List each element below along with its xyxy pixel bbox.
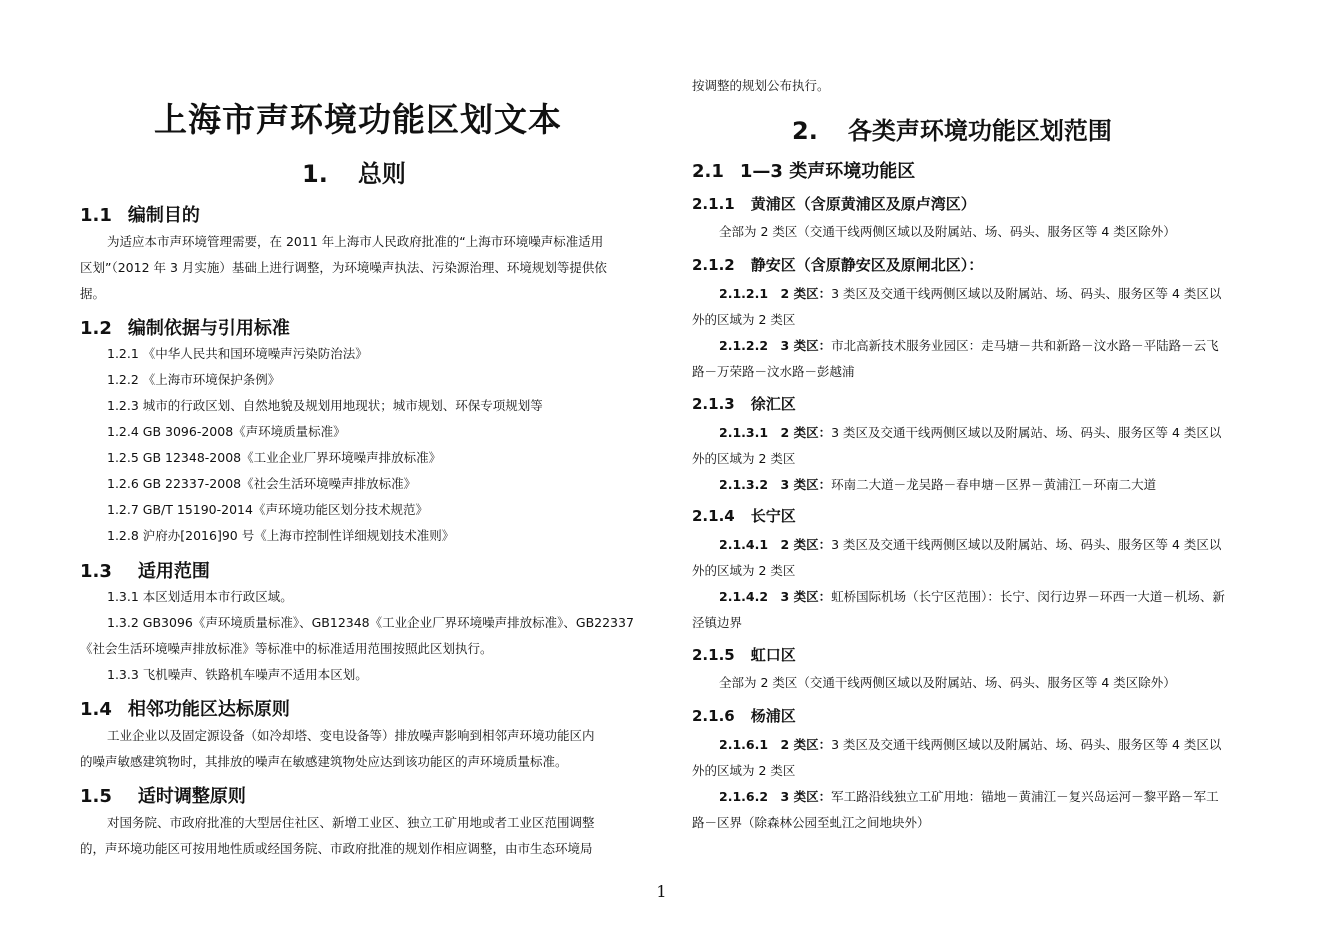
subsection-title: 长宁区	[750, 507, 796, 525]
section-title: 编制依据与引用标准	[127, 318, 290, 339]
section-number: 1.3	[80, 561, 112, 582]
subsection-number: 2.1.1	[692, 195, 735, 213]
chapter-number: 1.	[302, 160, 328, 188]
reference-item: 1.2.6 GB 22337-2008《社会生活环境噪声排放标准》	[107, 476, 417, 491]
zone-line	[719, 784, 1219, 810]
reference-item: 1.2.8 沪府办[2016]90 号《上海市控制性详细规划技术准则》	[107, 528, 455, 543]
paragraph-line: 路－万荣路－汶水路－彭越浦	[692, 364, 855, 379]
continuation-line: 按调整的规划公布执行。	[692, 78, 830, 93]
zone-line	[719, 532, 1221, 558]
chapter-title: 总则	[357, 160, 406, 188]
zone-label: 2.1.6.1 2 类区：	[719, 737, 832, 752]
zone-line	[719, 472, 1156, 498]
district-changning-heading	[692, 505, 796, 526]
chapter-number: 2.	[792, 117, 818, 145]
section-title: 适用范围	[137, 561, 210, 582]
section-title: 1—3 类声环境功能区	[739, 161, 916, 182]
reference-item: 1.2.3 城市的行政区划、自然地貌及规划用地现状；城市规划、环保专项规划等	[107, 398, 543, 413]
zone-line	[719, 584, 1225, 610]
chapter-1-heading	[302, 154, 406, 189]
zone-line	[719, 420, 1221, 446]
district-yangpu-heading	[692, 705, 796, 726]
paragraph-line: 的噪声敏感建筑物时，其排放的噪声在敏感建筑物处应达到该功能区的声环境质量标准。	[80, 754, 568, 769]
chapter-2-heading	[792, 111, 1112, 146]
section-number: 1.2	[80, 318, 112, 339]
paragraph-line: 1.3.1 本区划适用本市行政区域。	[107, 589, 293, 604]
paragraph-line: 全部为 2 类区（交通干线两侧区域以及附属站、场、码头、服务区等 4 类区除外）	[719, 675, 1176, 690]
section-1-3-heading	[80, 557, 210, 583]
district-huangpu-heading	[692, 193, 976, 214]
paragraph-line: 区划”（2012 年 3 月实施）基础上进行调整，为环境噪声执法、污染源治理、环境规划等提供依	[80, 260, 607, 275]
zone-label: 2.1.3.2 3 类区：	[719, 477, 832, 492]
subsection-title: 黄浦区（含原黄浦区及原卢湾区）	[750, 195, 976, 213]
paragraph-line: 据。	[80, 286, 106, 301]
page-number: 1	[656, 882, 667, 901]
zone-text: 虹桥国际机场（长宁区范围）：长宁、闵行边界－环西一大道－机场、新	[831, 589, 1225, 604]
paragraph-line: 外的区域为 2 类区	[692, 451, 796, 466]
section-title: 编制目的	[127, 205, 200, 226]
subsection-title: 静安区（含原静安区及原闸北区）：	[750, 256, 984, 274]
section-1-5-heading	[80, 782, 246, 808]
district-hongkou-heading	[692, 644, 796, 665]
zone-line	[719, 281, 1221, 307]
subsection-number: 2.1.3	[692, 395, 735, 413]
zone-text: 环南二大道－龙吴路－春申塘－区界－黄浦江－环南二大道	[831, 477, 1157, 492]
paragraph-line: 外的区域为 2 类区	[692, 563, 796, 578]
chapter-title: 各类声环境功能区划范围	[847, 117, 1112, 145]
paragraph-line: 为适应本市声环境管理需要，在 2011 年上海市人民政府批准的“上海市环境噪声标准适用	[107, 234, 604, 249]
section-number: 1.4	[80, 699, 112, 720]
section-number: 1.5	[80, 786, 112, 807]
zone-label: 2.1.6.2 3 类区：	[719, 789, 832, 804]
zone-label: 2.1.2.1 2 类区：	[719, 286, 832, 301]
reference-item: 1.2.4 GB 3096-2008《声环境质量标准》	[107, 424, 346, 439]
section-2-1-heading	[692, 157, 915, 183]
paragraph-line: 路－区界（除森林公园至虬江之间地块外）	[692, 815, 930, 830]
paragraph-line: 对国务院、市政府批准的大型居住社区、新增工业区、独立工矿用地或者工业区范围调整	[107, 815, 595, 830]
zone-text: 3 类区及交通干线两侧区域以及附属站、场、码头、服务区等 4 类区以	[831, 737, 1222, 752]
section-number: 2.1	[692, 161, 724, 182]
zone-text: 3 类区及交通干线两侧区域以及附属站、场、码头、服务区等 4 类区以	[831, 537, 1222, 552]
reference-item: 1.2.2 《上海市环境保护条例》	[107, 372, 281, 387]
reference-item: 1.2.7 GB/T 15190-2014《声环境功能区划分技术规范》	[107, 502, 428, 517]
paragraph-line: 1.3.3 飞机噪声、铁路机车噪声不适用本区划。	[107, 667, 368, 682]
section-number: 1.1	[80, 205, 112, 226]
zone-line	[719, 732, 1221, 758]
subsection-title: 虹口区	[750, 646, 796, 664]
district-xuhui-heading	[692, 393, 796, 414]
paragraph-line: 的，声环境功能区可按用地性质或经国务院、市政府批准的规划作相应调整，由市生态环境局	[80, 841, 593, 856]
subsection-number: 2.1.2	[692, 256, 735, 274]
document-title: 上海市声环境功能区划文本	[154, 100, 562, 139]
paragraph-line: 《社会生活环境噪声排放标准》等标准中的标准适用范围按照此区划执行。	[80, 641, 493, 656]
zone-text: 3 类区及交通干线两侧区域以及附属站、场、码头、服务区等 4 类区以	[831, 425, 1222, 440]
zone-text: 3 类区及交通干线两侧区域以及附属站、场、码头、服务区等 4 类区以	[831, 286, 1222, 301]
subsection-title: 杨浦区	[750, 707, 796, 725]
zone-line	[719, 333, 1219, 359]
paragraph-line: 泾镇边界	[692, 615, 743, 630]
paragraph-line: 外的区域为 2 类区	[692, 763, 796, 778]
section-1-1-heading	[80, 201, 200, 227]
zone-label: 2.1.4.2 3 类区：	[719, 589, 832, 604]
section-title: 相邻功能区达标原则	[127, 699, 290, 720]
district-jingan-heading	[692, 254, 983, 275]
paragraph-line: 工业企业以及固定源设备（如冷却塔、变电设备等）排放噪声影响到相邻声环境功能区内	[107, 728, 595, 743]
paragraph-line: 全部为 2 类区（交通干线两侧区域以及附属站、场、码头、服务区等 4 类区除外）	[719, 224, 1176, 239]
section-1-2-heading	[80, 314, 290, 340]
paragraph-line: 外的区域为 2 类区	[692, 312, 796, 327]
section-title: 适时调整原则	[137, 786, 246, 807]
zone-label: 2.1.2.2 3 类区：	[719, 338, 832, 353]
reference-item: 1.2.1 《中华人民共和国环境噪声污染防治法》	[107, 346, 368, 361]
subsection-number: 2.1.5	[692, 646, 735, 664]
paragraph-line: 1.3.2 GB3096《声环境质量标准》、GB12348《工业企业厂界环境噪声排放标准》、GB22337	[107, 615, 634, 630]
zone-label: 2.1.3.1 2 类区：	[719, 425, 832, 440]
section-1-4-heading	[80, 695, 290, 721]
reference-item: 1.2.5 GB 12348-2008《工业企业厂界环境噪声排放标准》	[107, 450, 442, 465]
subsection-title: 徐汇区	[750, 395, 796, 413]
zone-text: 军工路沿线独立工矿用地：锚地－黄浦江－复兴岛运河－黎平路－军工	[831, 789, 1219, 804]
subsection-number: 2.1.6	[692, 707, 735, 725]
zone-text: 市北高新技术服务业园区：走马塘－共和新路－汶水路－平陆路－云飞	[831, 338, 1219, 353]
subsection-number: 2.1.4	[692, 507, 735, 525]
zone-label: 2.1.4.1 2 类区：	[719, 537, 832, 552]
